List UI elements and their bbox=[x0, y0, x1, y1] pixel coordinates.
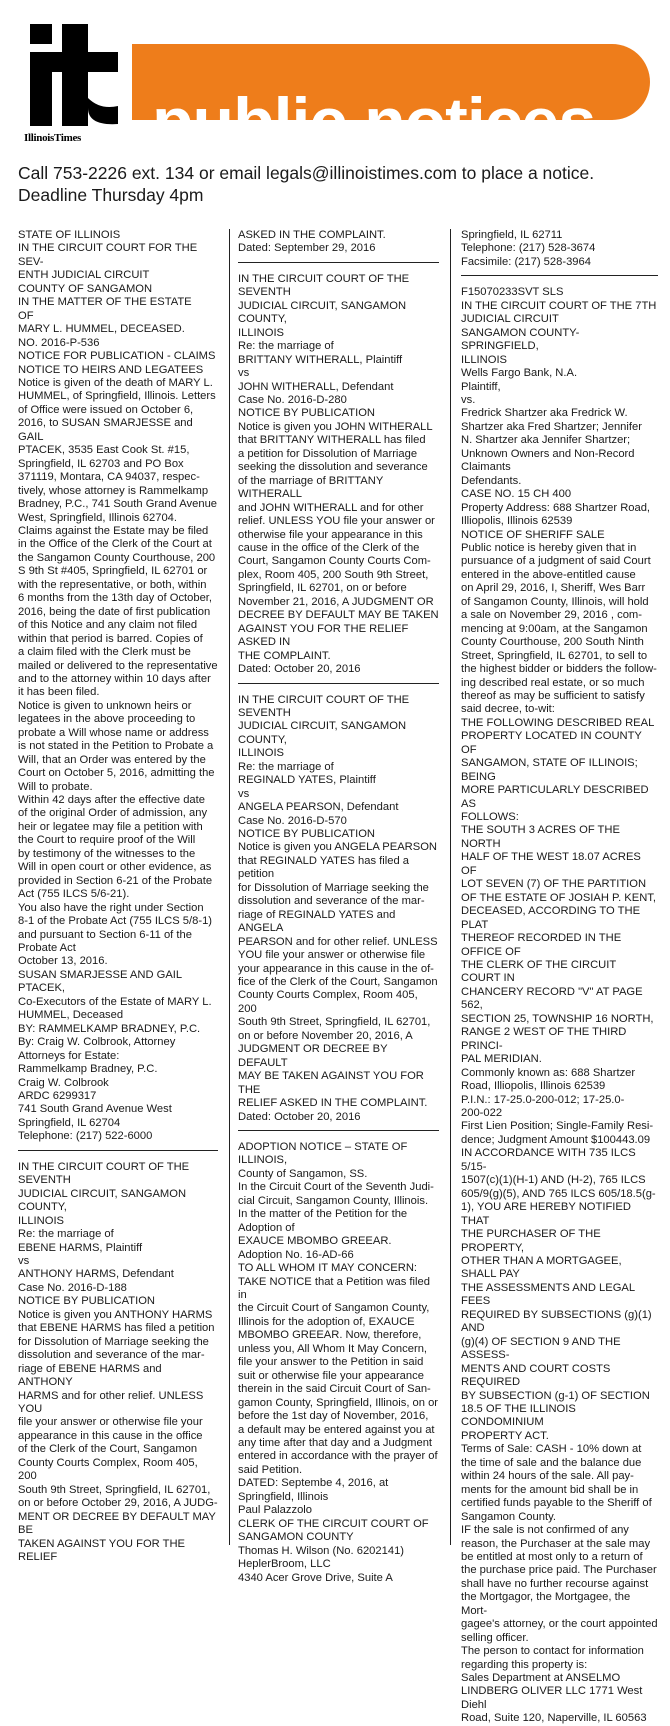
notice-divider bbox=[238, 683, 439, 684]
page-title: public notices bbox=[152, 84, 596, 160]
notice-harms-continued: ASKED IN THE COMPLAINT. Dated: September 29, 2016 bbox=[238, 229, 386, 255]
notice-column-2 bbox=[238, 229, 439, 1585]
notice-sheriff-sale: F15070233SVT SLS IN THE CIRCUIT COURT OF THE 7TH JUDICIAL CIRCUIT SANGAMON COUNTY- SPRINGFIELD, ILLINOIS Wells Fargo Bank, N.A. Plaintiff, vs. Fredrick Shartzer aka Fredrick W. Shartzer aka Fred Shartzer; Jennifer N. Shartzer aka Jennifer Shartzer; Unknown Owners and Non-Record Claimants Defendants. CASE NO. 15 CH 400 Property Address: 688 Shartzer Road, Illiopolis, Illinois 62539 NOTICE OF SHERIFF SALE Public notice is hereby given that in pursuance of a judgment of said Court entered in the above-entitled cause on April 29, 2016, I, Sheriff, Wes Barr of Sangamon County, Illinois, will hold a sale on November 29, 2016 , com- mencing at 9:00am, at the Sangamon County Courthouse, 200 South Ninth Street, Springfield, IL 62701, to sell to the highest bidder or bidders the follow- ing described real estate, or so much thereof as may be sufficient to satisfy said decree, to-wit: THE FOLLOWING DESCRIBED REAL PROPERTY LOCATED IN COUNTY OF SANGAMON, STATE OF ILLINOIS; BEING MORE PARTICULARLY DESCRIBED AS FOLLOWS: THE SOUTH 3 ACRES OF THE NORTH HALF OF THE WEST 18.07 ACRES OF LOT SEVEN (7) OF THE PARTITION OF THE ESTATE OF JOSIAH P. KENT, DECEASED, ACCORDING TO THE PLAT THEREOF RECORDED IN THE OFFICE OF THE CLERK OF THE CIRCUIT COURT IN CHANCERY RECORD "V" AT PAGE 562, SECTION 25, TOWNSHIP 16 NORTH, RANGE 2 WEST OF THE THIRD PRINCI- PAL MERIDIAN. Commonly known as: 688 Shartzer Road, Illiopolis, Illinois 62539 P.I.N.: 17-25.0-200-012; 17-25.0- 200-022 First Lien Position; Single-Family Resi- dence; Judgment Amount $100443.09 IN ACCORDANCE WITH 735 ILCS 5/15- 1507(c)(1)(H-1) AND (H-2), 765 ILCS 605/9(g)(5), AND 765 ILCS 605/18.5(g- 1), YOU ARE HEREBY NOTIFIED THAT THE PURCHASER OF THE PROPERTY, OTHER THAN A MORTGAGEE, SHALL PAY THE ASSESSMENTS AND LEGAL FEES REQUIRED BY SUBSECTIONS (g)(1) AND (g)(4) OF SECTION 9 AND THE ASSESS- MENTS AND COURT COSTS REQUIRED BY SUBSECTION (g-1) OF SECTION 18.5 OF THE ILLINOIS CONDOMINIUM PROPERTY ACT. Terms of Sale: CASH - 10% down at the time of sale and the balance due within 24 hours of the sale. All pay- ments for the amount bid shall be in certified funds payable to the Sheriff of Sangamon County. IF the sale is not confirmed of any reason, the Purchaser at the sale may be entitled at most only to a return of the purchase price paid. The Purchaser shall have no further recourse against the Mortgagor, the Mortgagee, the Mort- gagee's attorney, or the court appointed selling officer. The person to contact for information regarding this property is: Sales Department at ANSELMO LINDBERG OLIVER LLC 1771 West Diehl Road, Suite 120, Naperville, IL 60563 bbox=[461, 286, 658, 1725]
notice-harms-marriage: IN THE CIRCUIT COURT OF THE SEVENTH JUDICIAL CIRCUIT, SANGAMON COUNTY, ILLINOIS Re: the marriage of EBENE HARMS, Plaintiff vs ANTHONY HARMS, Defendant Case No. 2016-D-188 NOTICE BY PUBLICATION Notice is given you ANTHONY HARMS that EBENE HARMS has filed a petition for Dissolution of Marriage seeking the dissolution and severance of the mar- riage of EBENE HARMS and ANTHONY HARMS and for other relief. UNLESS YOU file your answer or otherwise file your appearance in this cause in the office of the Clerk of the Court, Sangamon County Courts Complex, Room 405, 200 South 9th Street, Springfield, IL 62701, on or before October 29, 2016, A JUDG- MENT OR DECREE BY DEFAULT MAY BE TAKEN AGAINST YOU FOR THE RELIEF bbox=[18, 1160, 218, 1563]
notice-adoption-continued: Springfield, IL 62711 Telephone: (217) 528-3674 Facsimile: (217) 528-3964 bbox=[461, 229, 596, 268]
notice-column-3 bbox=[461, 229, 658, 1726]
column-divider bbox=[450, 229, 451, 1545]
notice-divider bbox=[18, 1150, 218, 1151]
notice-column-1 bbox=[18, 229, 218, 1564]
notice-adoption: ADOPTION NOTICE – STATE OF ILLINOIS, County of Sangamon, SS. In the Circuit Court of the Seventh Judi- cial Circuit, Sangamon County, Illinois. In the matter of the Petition for the Adoption of EXAUCE MBOMBO GREEAR. Adoption No. 16-AD-66 TO ALL WHOM IT MAY CONCERN: TAKE NOTICE that a Petition was filed in the Circuit Court of Sangamon County, Illinois for the adoption of, EXAUCE MBOMBO GREEAR. Now, therefore, unless you, All Whom It May Concern, file your answer to the Petition in said suit or otherwise file your appearance therein in the said Circuit Court of San- gamon County, Springfield, Illinois, on or before the 1st day of November, 2016, a default may be entered against you at any time after that day and a Judgment entered in accordance with the prayer of said Petition. DATED: Septembe 4, 2016, at Springfield, Illinois Paul Palazzolo CLERK OF THE CIRCUIT COURT OF SANGAMON COUNTY Thomas H. Wilson (No. 6202141) HeplerBroom, LLC 4340 Acer Grove Drive, Suite A bbox=[238, 1141, 439, 1584]
deadline-line: Deadline Thursday 4pm bbox=[18, 185, 204, 205]
contact-line: Call 753-2226 ext. 134 or email legals@illinoistimes.com to place a notice. bbox=[18, 163, 595, 183]
illinois-times-logo bbox=[20, 18, 132, 146]
notice-witherall-marriage: IN THE CIRCUIT COURT OF THE SEVENTH JUDICIAL CIRCUIT, SANGAMON COUNTY, ILLINOIS Re: the marriage of BRITTANY WITHERALL, Plaintiff vs JOHN WITHERALL, Defendant Case No. 2016-D-280 NOTICE BY PUBLICATION Notice is given you JOHN WITHERALL that BRITTANY WITHERALL has filed a petition for Dissolution of Marriage seeking the dissolution and severance of the marriage of BRITTANY WITHERALL and JOHN WITHERALL and for other relief. UNLESS YOU file your answer or otherwise file your appearance in this cause in the office of the Clerk of the Court, Sangamon County Courts Com- plex, Room 405, 200 South 9th Street, Springfield, IL 62701, on or before November 21, 2016, A JUDGMENT OR DECREE BY DEFAULT MAY BE TAKEN AGAINST YOU FOR THE RELIEF ASKED IN THE COMPLAINT. Dated: October 20, 2016 bbox=[238, 272, 439, 676]
notice-estate-hummel: STATE OF ILLINOIS IN THE CIRCUIT COURT FOR THE SEV- ENTH JUDICIAL CIRCUIT COUNTY OF SANGAMON IN THE MATTER OF THE ESTATE OF MARY L. HUMMEL, DECEASED. NO. 2016-P-536 NOTICE FOR PUBLICATION - CLAIMS NOTICE TO HEIRS AND LEGATEES Notice is given of the death of MARY L. HUMMEL, of Springfield, Illinois. Letters of Office were issued on October 6, 2016, to SUSAN SMARJESSE and GAIL PTACEK, 3535 East Cook St. #15, Springfield, IL 62703 and PO Box 371119, Montara, CA 94037, respec- tively, whose attorney is Rammelkamp Bradney, P.C., 741 South Grand Avenue West, Springfield, Illinois 62704. Claims against the Estate may be filed in the Office of the Clerk of the Court at the Sangamon County Courthouse, 200 S 9th St #405, Springfield, IL 62701 or with the representative, or both, within 6 months from the 13th day of October, 2016, being the date of first publication of this Notice and any claim not filed within that period is barred. Copies of a claim filed with the Clerk must be mailed or delivered to the representative and to the attorney within 10 days after it has been filed. Notice is given to unknown heirs or legatees in the above proceeding to probate a Will whose name or address is not stated in the Petition to Probate a Will, that an Order was entered by the Court on October 5, 2016, admitting the Will to probate. Within 42 days after the effective date of the original Order of admission, any heir or legatee may file a petition with the Court to require proof of the Will by testimony of the witnesses to the Will in open court or other evidence, as provided in Section 6-21 of the Probate Act (755 ILCS 5/6-21). You also have the right under Section 8-1 of the Probate Act (755 ILCS 5/8-1) and pursuant to Section 6-11 of the Probate Act October 13, 2016. SUSAN SMARJESSE AND GAIL PTACEK, Co-Executors of the Estate of MARY L. HUMMEL, Deceased BY: RAMMELKAMP BRADNEY, P.C. By: Craig W. Colbrook, Attorney Attorneys for Estate: Rammelkamp Bradney, P.C. Craig W. Colbrook ARDC 6299317 741 South Grand Avenue West Springfield, IL 62704 Telephone: (217) 522-6000 bbox=[18, 229, 218, 1143]
notice-divider bbox=[238, 1130, 439, 1131]
notice-divider bbox=[238, 262, 439, 263]
column-divider bbox=[229, 229, 230, 1545]
logo-wordmark: IllinoisTimes bbox=[24, 132, 82, 144]
notice-yates-marriage: IN THE CIRCUIT COURT OF THE SEVENTH JUDICIAL CIRCUIT, SANGAMON COUNTY, ILLINOIS Re: the marriage of REGINALD YATES, Plaintiff vs ANGELA PEARSON, Defendant Case No. 2016-D-570 NOTICE BY PUBLICATION Notice is given you ANGELA PEARSON that REGINALD YATES has filed a petition for Dissolution of Marriage seeking the dissolution and severance of the mar- riage of REGINALD YATES and ANGELA PEARSON and for other relief. UNLESS YOU file your answer or otherwise file your appearance in this cause in the of- fice of the Clerk of the Court, Sangamon County Courts Complex, Room 405, 200 South 9th Street, Springfield, IL 62701, on or before November 20, 2016, A JUDGMENT OR DECREE BY DEFAULT MAY BE TAKEN AGAINST YOU FOR THE RELIEF ASKED IN THE COMPLAINT. Dated: October 20, 2016 bbox=[238, 693, 438, 1123]
notice-divider bbox=[461, 275, 658, 276]
it-logo-mark bbox=[20, 18, 132, 130]
contact-info bbox=[18, 162, 594, 206]
